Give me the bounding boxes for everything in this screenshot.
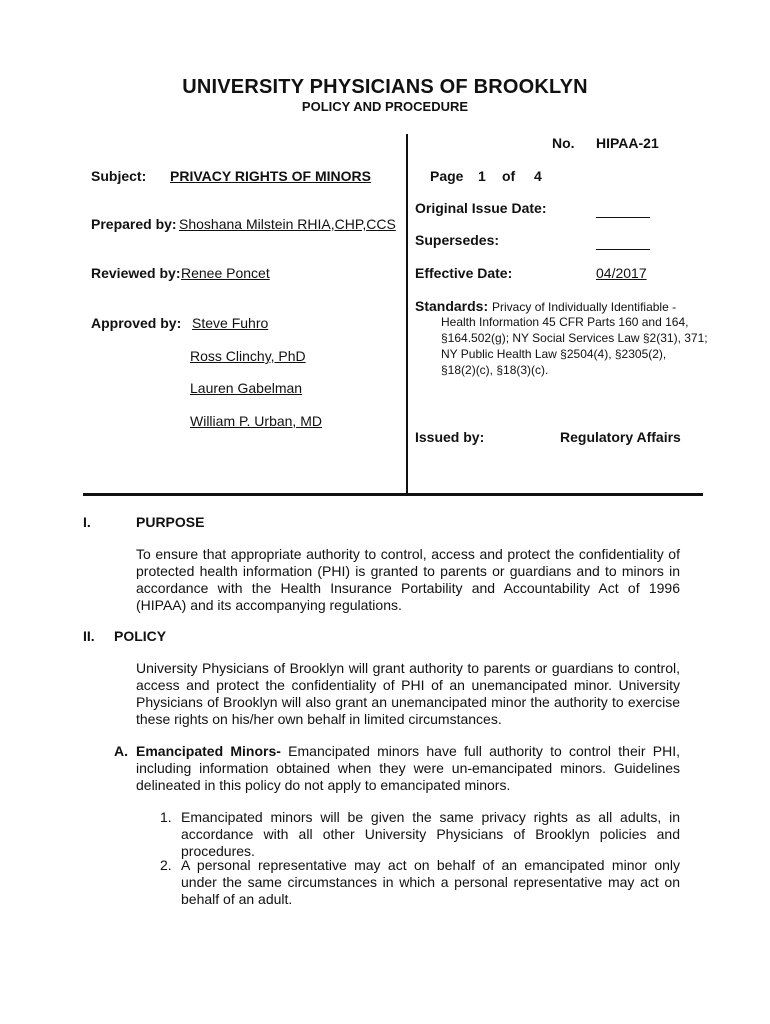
policy-paragraph: University Physicians of Brooklyn will grant authority to parents or guardians to control, access and protect the confidentiality of PHI of an unemancipated minor. University Physicians of Brooklyn will also grant an unemancipated minor the authority to exercise these rights on his/her own behalf in limited circumstances. bbox=[136, 660, 680, 727]
reviewed-by-value: Renee Poncet bbox=[181, 265, 270, 281]
document-type: POLICY AND PROCEDURE bbox=[301, 99, 469, 114]
approver-2: Ross Clinchy, PhD bbox=[190, 348, 306, 364]
standards-label: Standards: bbox=[415, 298, 489, 314]
organization-title: UNIVERSITY PHYSICIANS OF BROOKLYN bbox=[182, 76, 588, 98]
purpose-paragraph: To ensure that appropriate authority to control, access and protect the confidentiality of protected health information (PHI) is granted to parents or guardians and to minors in accordance with the Health Insurance Portability and Accountability Act of 1996 (HIPAA) and its accompanying regulations. bbox=[136, 546, 680, 613]
list-item-1-text: Emancipated minors will be given the same privacy rights as all adults, in accordance with all other University Physicians of Brooklyn policies and procedures. bbox=[181, 809, 680, 859]
subject-label: Subject: bbox=[91, 168, 147, 184]
standards-line-1 bbox=[415, 298, 676, 314]
approver-4: William P. Urban, MD bbox=[190, 413, 322, 429]
standards-text-3: §164.502(g); NY Social Services Law §2(31), 371; bbox=[441, 331, 708, 345]
approved-by-label: Approved by: bbox=[91, 315, 182, 331]
section-2-heading: POLICY bbox=[114, 628, 167, 644]
subsection-a-text: Emancipated minors have full authority to control their PHI, including information obtained when they were un-emancipated minors. Guidelines delineated in this policy do not apply to emancipated minors. bbox=[136, 743, 680, 793]
subsection-a-paragraph bbox=[136, 743, 680, 794]
list-item-1-number: 1. bbox=[160, 809, 172, 825]
page-current: 1 bbox=[478, 168, 486, 184]
supersedes-label: Supersedes: bbox=[415, 232, 500, 248]
prepared-by-label: Prepared by: bbox=[91, 216, 177, 232]
section-1-heading: PURPOSE bbox=[136, 514, 205, 530]
standards-text-2: Health Information 45 CFR Parts 160 and 164, bbox=[441, 315, 689, 329]
issued-by-value: Regulatory Affairs bbox=[560, 429, 681, 445]
page-of: of bbox=[502, 168, 516, 184]
header-horizontal-rule bbox=[83, 493, 703, 496]
section-2-numeral: II. bbox=[83, 628, 95, 644]
standards-text-5: §18(2)(c), §18(3)(c). bbox=[441, 363, 549, 377]
standards-text-4: NY Public Health Law §2504(4), §2305(2), bbox=[441, 347, 667, 361]
header-vertical-divider bbox=[406, 134, 408, 494]
original-issue-blank bbox=[596, 200, 650, 218]
reviewed-by-label: Reviewed by: bbox=[91, 265, 181, 281]
page-total: 4 bbox=[534, 168, 542, 184]
approver-3: Lauren Gabelman bbox=[190, 380, 303, 396]
subsection-a-title: Emancipated Minors- bbox=[136, 743, 281, 759]
standards-text-1: Privacy of Individually Identifiable - bbox=[492, 300, 677, 314]
list-item-2-text: A personal representative may act on behalf of an emancipated minor only under the same circumstances in which a personal representative may act on behalf of an adult. bbox=[181, 857, 680, 907]
original-issue-label: Original Issue Date: bbox=[415, 200, 547, 216]
effective-date-label: Effective Date: bbox=[415, 265, 513, 281]
policy-number-label: No. bbox=[552, 135, 575, 151]
prepared-by-value: Shoshana Milstein RHIA,CHP,CCS bbox=[179, 216, 396, 232]
section-1-numeral: I. bbox=[83, 514, 91, 530]
subject-value: PRIVACY RIGHTS OF MINORS bbox=[170, 168, 371, 184]
supersedes-blank bbox=[596, 232, 650, 250]
effective-date-value: 04/2017 bbox=[596, 265, 647, 281]
subsection-a-letter: A. bbox=[114, 743, 128, 759]
issued-by-label: Issued by: bbox=[415, 429, 485, 445]
list-item-2-number: 2. bbox=[160, 857, 172, 873]
policy-number-value: HIPAA-21 bbox=[596, 135, 659, 151]
approver-1: Steve Fuhro bbox=[192, 315, 269, 331]
page-label: Page bbox=[430, 168, 464, 184]
